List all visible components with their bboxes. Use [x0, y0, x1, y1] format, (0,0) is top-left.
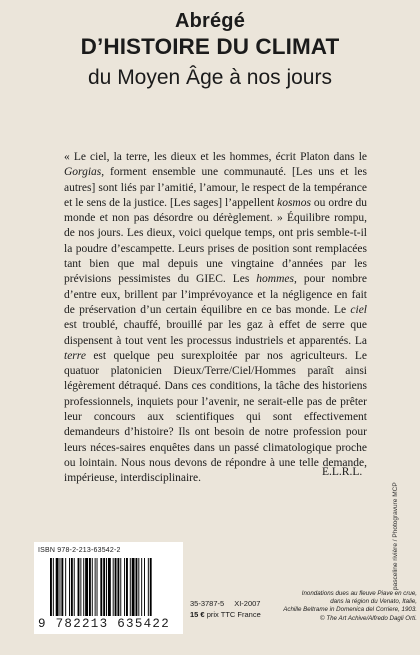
blurb-italic-gorgias: Gorgias	[64, 166, 102, 179]
blurb-text	[64, 150, 367, 487]
barcode-bar	[150, 558, 152, 616]
barcode-bar	[126, 558, 128, 616]
barcode-bar	[124, 558, 125, 616]
barcode-bar	[120, 558, 121, 616]
barcode-bar	[130, 558, 131, 616]
credit-line: Achille Beltrame in Domenica del Corriere, 1903.	[283, 606, 417, 614]
reference-date: XI-2007	[234, 599, 261, 608]
barcode-bar	[80, 558, 81, 616]
barcode-bar	[85, 558, 88, 616]
author-signature: E.L.R.L.	[322, 466, 363, 478]
blurb-part-4: , pour nombre d’entre eux, brillent par l’imprévoyance et la négligence en fait de préservation d’un certain équilibre en ce bas monde. Le	[64, 273, 367, 316]
image-credits	[252, 590, 417, 623]
barcode-bar	[108, 558, 111, 616]
blurb-part-1: « Le ciel, la terre, les dieux et les hommes, écrit Platon dans le	[64, 151, 367, 163]
barcode-bar	[83, 558, 84, 616]
blurb-part-5: est troublé, chauffé, brouillé par les gaz à effet de serre que dispensent à tout vent les processus industriels et apparentés. La	[64, 319, 367, 347]
barcode-bar	[138, 558, 139, 616]
barcode-bar	[141, 558, 142, 616]
barcode-bar	[117, 558, 119, 616]
barcode-digits: 9 782213 635422	[38, 617, 171, 631]
barcode-bar	[61, 558, 63, 616]
barcode-bar	[113, 558, 114, 616]
barcode-bar	[95, 558, 96, 616]
barcode-bar	[53, 558, 54, 616]
barcode-bar	[89, 558, 91, 616]
barcode-bar	[136, 558, 138, 616]
barcode-bar	[71, 558, 73, 616]
credit-line: dans la région du Venato, Italie,	[330, 598, 417, 606]
title-histoire-du-climat: D’HISTOIRE DU CLIMAT	[80, 34, 340, 59]
barcode-bar	[92, 558, 93, 616]
price-amount: 15 €	[190, 610, 205, 619]
barcode-bar	[74, 558, 75, 616]
barcode-bar	[144, 558, 145, 616]
barcode-bar	[60, 558, 61, 616]
barcode-block	[34, 542, 183, 634]
blurb-italic-hommes: hommes	[256, 273, 294, 286]
blurb-part-3: ou ordre du monde et non pas désordre ou dérèglement. » Équilibre rompu, de nos jours. Les dieux, voici quelque temps, ont pris semble-t-il la poudre d’escampette. Leurs prises de position sont remplacées tant bien que mal depuis une vingtaine d’années par les prévisions pessimistes du GIEC. Les	[64, 196, 367, 286]
price-line	[190, 610, 261, 619]
credit-line: © The Art Achive/Alfredo Dagli Orti.	[320, 614, 417, 622]
barcode-bar	[78, 558, 80, 616]
subtitle-period: du Moyen Âge à nos jours	[88, 66, 332, 89]
barcode-bar	[97, 558, 98, 616]
barcode-bar	[148, 558, 149, 616]
title-abrege: Abrégé	[174, 10, 246, 32]
blurb-italic-kosmos: kosmos	[277, 196, 311, 209]
barcode-bar	[106, 558, 107, 616]
reference-code: 35-3787-5	[190, 599, 225, 608]
blurb-part-6: est quelque peu surexploitée par nos agriculteurs. Le quatuor platonicien Dieux/Terre/Ciel/Hommes paraît ainsi légèrement détraqué. Dans ces conditions, la tâche des historiens professionnels, inquiets pour l’avenir, ne serait-elle pas de prêter leur concours aux scientifiques qui sont effectivement demandeurs d’histoire? Ils ont besoin de notre profession pour leurs néces-saires enquêtes dans un passé climatologique proche ou lointain. Nous nous devons de répondre à une telle demande, impérieuse, interdisciplinaire.	[64, 349, 367, 485]
vertical-photogravure-credit: pasceline rivière / Photogravure MCP	[392, 482, 399, 590]
barcode-bar	[132, 558, 135, 616]
barcode-bar	[100, 558, 102, 616]
barcode-bar	[115, 558, 117, 616]
barcode-graphic	[50, 558, 176, 618]
isbn-label: ISBN 978-2-213-63542-2	[38, 547, 121, 554]
blurb-italic-ciel: ciel	[350, 303, 367, 316]
barcode-bar	[50, 558, 52, 616]
blurb-italic-terre: terre	[64, 349, 86, 362]
credit-line: Inondations dues au fleuve Piave en crue,	[301, 590, 417, 597]
blurb-part-2: , forment ensemble une communauté. [Les uns et les autres] sont liés par l’amitié, l’amour, le respect de la tempérance et le sens de la justice. [Les sages] l’appellent	[64, 166, 367, 209]
barcode-bar	[56, 558, 59, 616]
barcode-bar	[69, 558, 70, 616]
barcode-bar	[65, 558, 66, 616]
price-suffix: prix TTC France	[206, 610, 261, 619]
barcode-bar	[103, 558, 105, 616]
